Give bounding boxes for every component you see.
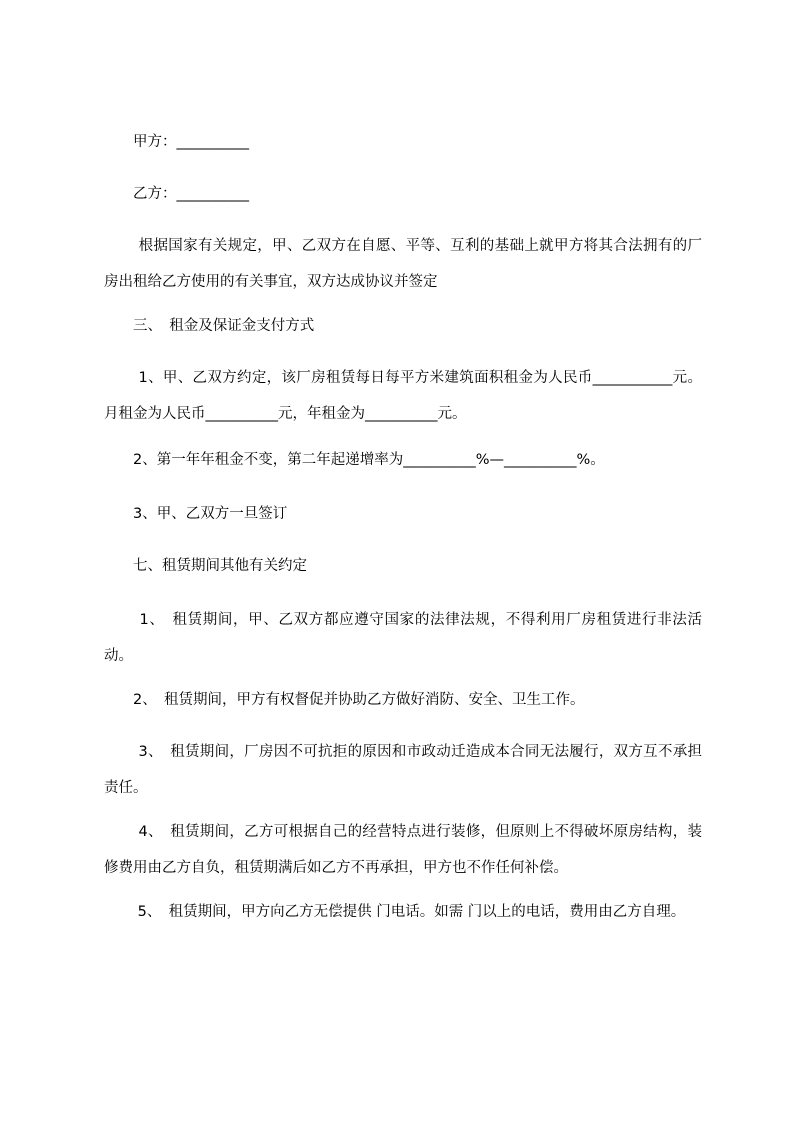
section-3-item-1: 1、甲、乙双方约定，该厂房租赁每日每平方米建筑面积租金为人民币___________元。月租金为人民币__________元，年租金为__________元。 (104, 370, 702, 422)
section-3-item-2: 2、第一年年租金不变，第二年起递增率为__________%—__________%。 (104, 452, 605, 468)
section-7-item-4: 4、 租赁期间，乙方可根据自己的经营特点进行装修，但原则上不得破坏原房结构，装修费用由乙方自负，租赁期满后如乙方不再承担，甲方也不作任何补偿。 (104, 824, 702, 876)
section-7-item-5: 5、 租赁期间，甲方向乙方无偿提供 门电话。如需 门以上的电话，费用由乙方自理。 (104, 904, 686, 920)
section-3-item-3: 3、甲、乙双方一旦签订 (104, 506, 288, 522)
preamble-paragraph: 根据国家有关规定，甲、乙双方在自愿、平等、互利的基础上就甲方将其合法拥有的厂房出租给乙方使用的有关事宜，双方达成协议并签定 (104, 238, 702, 290)
section-3-heading: 三、 租金及保证金支付方式 (104, 318, 315, 334)
party-b-line: 乙方：__________ (104, 186, 249, 202)
section-7-item-2: 2、 租赁期间，甲方有权督促并协助乙方做好消防、安全、卫生工作。 (104, 692, 585, 708)
section-7-item-1: 1、 租赁期间，甲、乙双方都应遵守国家的法律法规，不得利用厂房租赁进行非法活动。 (104, 612, 702, 664)
section-7-heading: 七、租赁期间其他有关约定 (104, 558, 307, 574)
party-a-line: 甲方：__________ (104, 134, 249, 150)
section-7-item-3: 3、 租赁期间，厂房因不可抗拒的原因和市政动迁造成本合同无法履行，双方互不承担责任。 (104, 744, 702, 796)
